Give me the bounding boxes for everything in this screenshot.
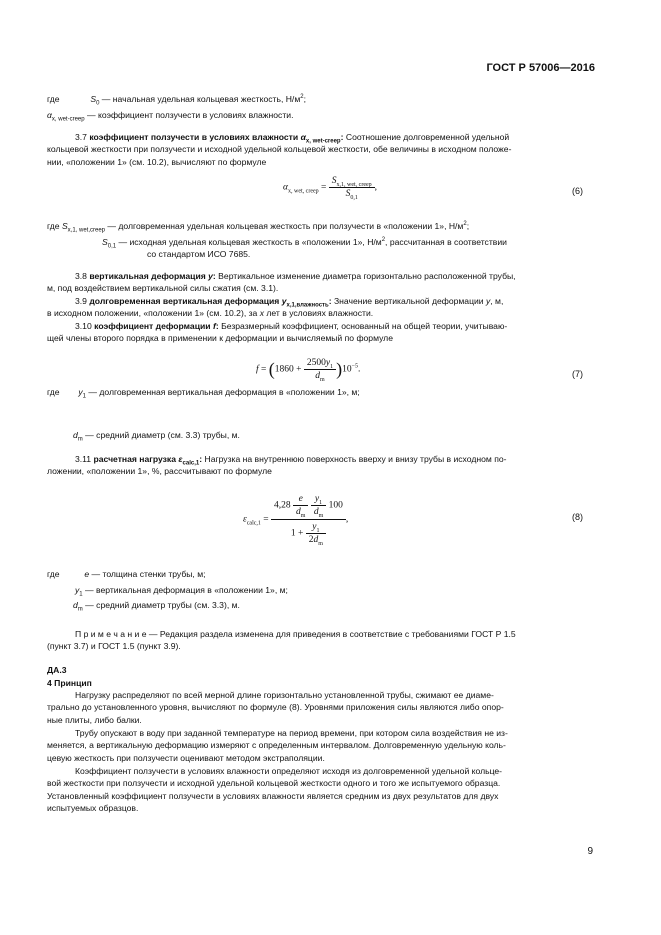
definition-dm-2: $d_m$ — средний диаметр трубы (см. 3.3), м. [73, 600, 240, 613]
term: коэффициент ползучести в условиях влажности [89, 132, 299, 142]
equation-number-7: (7) [572, 369, 583, 379]
section-3-10: 3.10 коэффициент деформации f: Безразмерный коэффициент, основанный на общей теории, учитываю- щей члены второго порядка в применении к деформации и вычисляемый по формуле [47, 321, 508, 344]
paragraph-2: Трубу опускают в воду при заданной температуре на период времени, при котором сила воздействия не из- меняется, а вертикальную деформацию измеряют с определенным интервалом. Долговременную удельную коль- цевую жесткость при ползучести оценивают методом экстраполяции. [47, 728, 508, 763]
equation-8: $\varepsilon_{calc,1}$ = 4,28 $\frac{e}{d_m}$ $\frac{y_1}{d_m}$ 100 1 + $\frac{y_1}{2d_m}$ , [243, 494, 349, 547]
definition-s-01: $S_{0,1}$ — исходная удельная кольцевая жесткость в «положении 1», $Н/м^2$, рассчитанная в соответствии [102, 237, 507, 250]
section-3-9: 3.9 долговременная вертикальная деформация $y_{x,1,влажность}$: Значение вертикальной деформации y, м, в исходном положении, «положении 1» (см. 10.2), за x лет в условиях влажности. [47, 296, 504, 319]
note: П р и м е ч а н и е — Редакция раздела изменена для приведения в соответствие с требованиями ГОСТ Р 1.5 (пункт 3.7) и ГОСТ 1.5 (пункт 3.9). [47, 629, 516, 652]
fraction: $\frac{2500y_1}{d_m}$ [304, 358, 336, 381]
definition-s0: где $S_0$ — начальная удельная кольцевая жесткость, $Н/м^2$; [47, 94, 306, 107]
section-heading-principle: 4 Принцип [47, 678, 92, 688]
definition-s-01-cont: со стандартом ИСО 7685. [147, 249, 251, 259]
section-heading-da3: ДА.3 [47, 665, 67, 675]
definition-dm: $d_m$ — средний диаметр (см. 3.3) трубы, м. [73, 430, 240, 443]
equation-number-8: (8) [572, 512, 583, 522]
section-3-11: 3.11 расчетная нагрузка $\varepsilon_{calc,1}$: Нагрузка на внутреннюю поверхность вверху и внизу трубы в исходном по- ложении, «положении 1», %, рассчитывают по формуле [47, 454, 507, 477]
equation-number-6: (6) [572, 186, 583, 196]
equation-6: $\alpha_{x, wet, creep}$ = $\frac{S_{x,1, wet, creep}}{S_{0,1}}$ , [283, 176, 378, 201]
fraction: 4,28 $\frac{e}{d_m}$ $\frac{y_1}{d_m}$ 100 1 + $\frac{y_1}{2d_m}$ [271, 494, 346, 545]
section-3-7: 3.7 коэффициент ползучести в условиях влажности $\alpha_{x, wet-creep}$: Соотношение долговременной удельной кольцевой жесткости при ползучести и исходной удельной кольцевой жесткости, обе величины в исходном положе- нии, «положении 1» (см. 10.2), вычисляют по формуле [47, 132, 512, 167]
where-label: где [47, 94, 60, 104]
section-3-8: 3.8 вертикальная деформация y: Вертикальное изменение диаметра горизонтально расположенной трубы, м, под воздействием вертикальной силы сжатия (см. 3.1). [47, 271, 516, 294]
definition-e: где e — толщина стенки трубы, м; [47, 569, 206, 579]
definition-y1-2: $y_1$ — вертикальная деформация в «положении 1», м; [75, 585, 288, 598]
paragraph-1: Нагрузку распределяют по всей мерной длине горизонтально установленной трубы, сжимают ее диаме- трально до установленного уровня, вычисляют по формуле (8). Уровнями приложения силы являются либо опор- ные плиты, либо балки. [47, 690, 504, 725]
fraction: $\frac{S_{x,1, wet, creep}}{S_{0,1}}$ [329, 176, 375, 199]
equation-7: f = (1860 + $\frac{2500y_1}{d_m}$ )$10^{-5}$. [256, 358, 361, 383]
page-number: 9 [587, 846, 593, 857]
note-label: П р и м е ч а н и е [75, 629, 147, 639]
definition-alpha: $\alpha_{x, wet-creep}$ — коэффициент ползучести в условиях влажности. [47, 110, 294, 123]
paragraph-3: Коэффициент ползучести в условиях влажности определяют исходя из долговременной удельной кольце- вой жесткости при ползучести и исходной удельной кольцевой жесткости одного и того же испытуемого образца. Установленный коэффициент ползучести в условиях влажности является средним из двух результатов для двух испытуемых образцов. [47, 766, 503, 814]
document-header: ГОСТ Р 57006—2016 [486, 62, 595, 74]
definition-s-x1: где $S_{x,1, wet,creep}$ — долговременная удельная кольцевая жесткость при ползучести в «положении 1», $Н/м^2$; [47, 221, 470, 234]
definition-y1: где $y_1$ — долговременная вертикальная деформация в «положении 1», м; [47, 387, 360, 400]
